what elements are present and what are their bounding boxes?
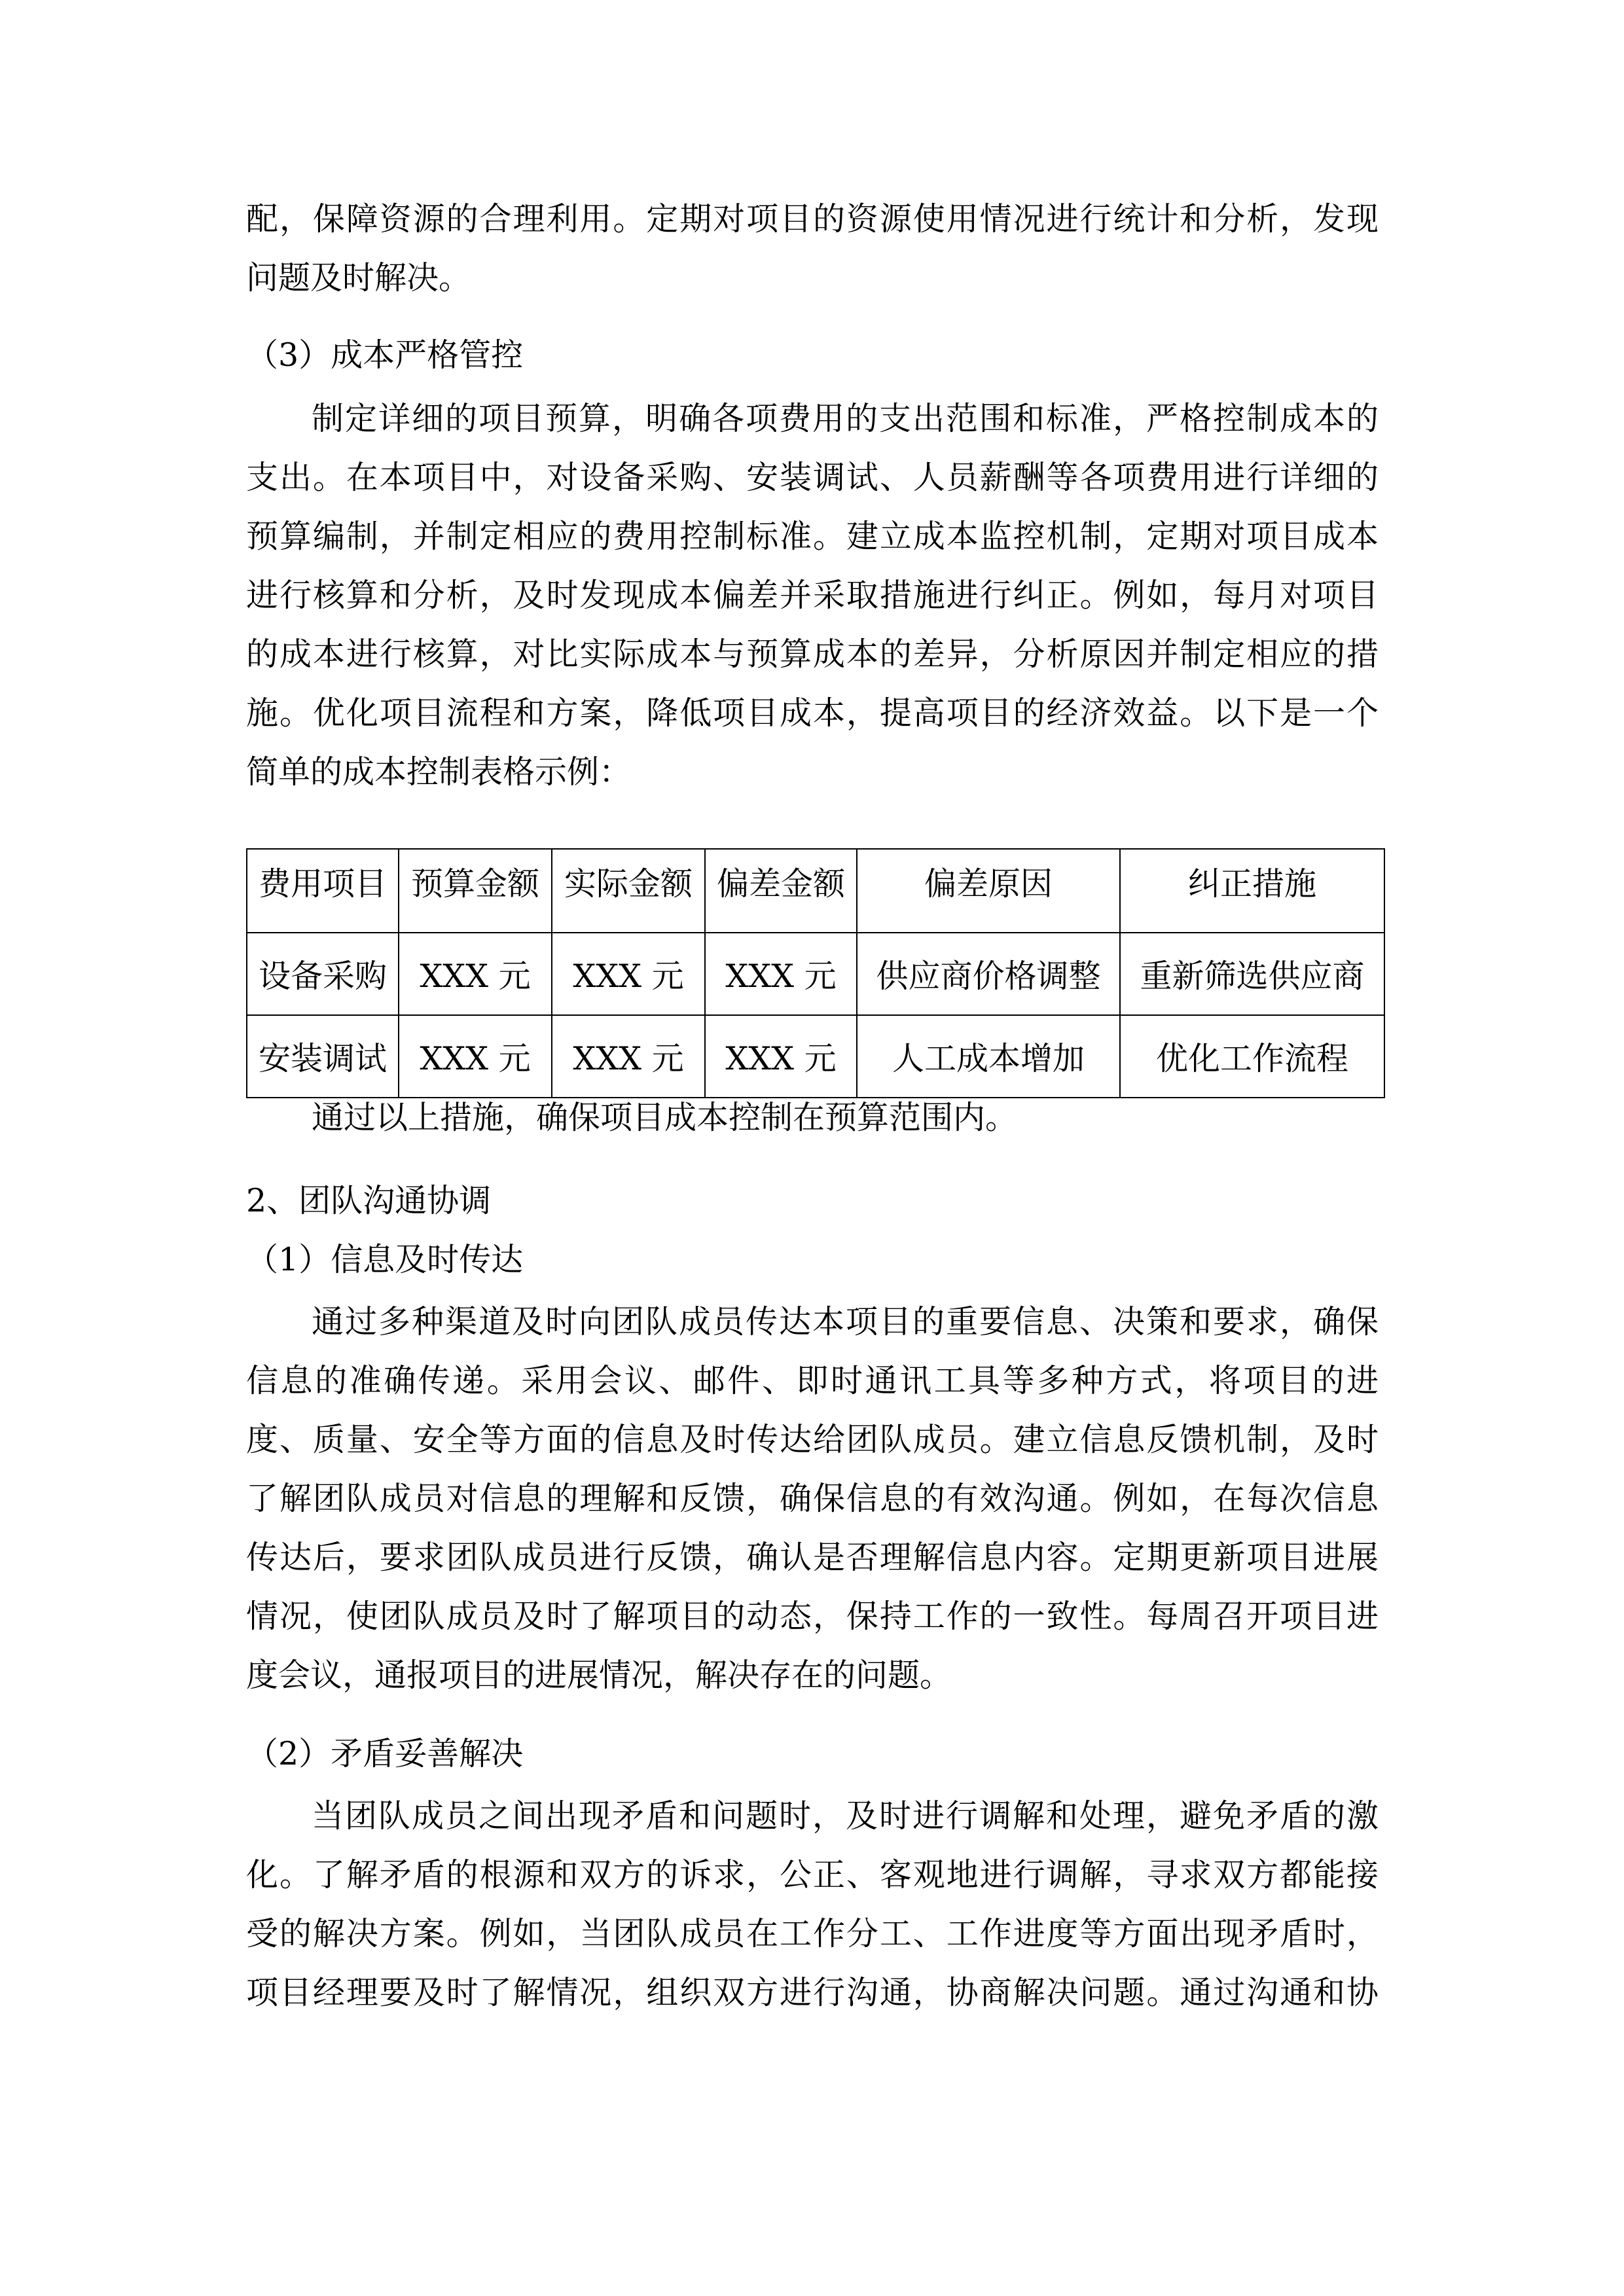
table-cell: 安装调试 — [247, 1015, 399, 1098]
table-header-cell: 偏差原因 — [857, 849, 1120, 933]
paragraph-line: 通过多种渠道及时向团队成员传达本项目的重要信息、决策和要求，确保 — [312, 1303, 1379, 1340]
paragraph-line: 的成本进行核算，对比实际成本与预算成本的差异，分析原因并制定相应的措 — [246, 636, 1379, 673]
paragraph-line: 传达后，要求团队成员进行反馈，确认是否理解信息内容。定期更新项目进展 — [246, 1539, 1379, 1576]
paragraph-line: 度、质量、安全等方面的信息及时传达给团队成员。建立信息反馈机制，及时 — [246, 1421, 1379, 1458]
paragraph-line: 配，保障资源的合理利用。定期对项目的资源使用情况进行统计和分析，发现 — [246, 200, 1379, 238]
table-cell: 优化工作流程 — [1120, 1015, 1384, 1098]
table-cell: 设备采购 — [247, 933, 399, 1015]
section-heading: （1）信息及时传达 — [246, 1241, 524, 1278]
paragraph-line: 预算编制，并制定相应的费用控制标准。建立成本监控机制，定期对项目成本 — [246, 518, 1379, 555]
paragraph-line: 度会议，通报项目的进展情况，解决存在的问题。 — [246, 1657, 952, 1694]
paragraph-line: 通过以上措施，确保项目成本控制在预算范围内。 — [312, 1099, 1018, 1136]
table-cell: XXX 元 — [399, 933, 552, 1015]
cost-control-table — [246, 848, 1385, 1098]
paragraph-line: 施。优化项目流程和方案，降低项目成本，提高项目的经济效益。以下是一个 — [246, 694, 1379, 732]
paragraph-line: 问题及时解决。 — [246, 259, 471, 296]
paragraph-line: 支出。在本项目中，对设备采购、安装调试、人员薪酬等各项费用进行详细的 — [246, 459, 1379, 496]
paragraph-line: 受的解决方案。例如，当团队成员在工作分工、工作进度等方面出现矛盾时， — [246, 1915, 1379, 1952]
table-header-cell: 实际金额 — [552, 849, 705, 933]
table-cell: 人工成本增加 — [857, 1015, 1120, 1098]
table-cell: XXX 元 — [705, 1015, 857, 1098]
table-row — [247, 933, 1384, 1015]
paragraph-line: 简单的成本控制表格示例： — [246, 753, 632, 791]
table-cell: XXX 元 — [399, 1015, 552, 1098]
paragraph-line: 信息的准确传递。采用会议、邮件、即时通讯工具等多种方式，将项目的进 — [246, 1362, 1379, 1399]
paragraph-line: 了解团队成员对信息的理解和反馈，确保信息的有效沟通。例如，在每次信息 — [246, 1480, 1379, 1517]
table-row — [247, 1015, 1384, 1098]
paragraph-line: 化。了解矛盾的根源和双方的诉求，公正、客观地进行调解，寻求双方都能接 — [246, 1856, 1379, 1893]
table-cell: XXX 元 — [705, 933, 857, 1015]
table-cell: XXX 元 — [552, 933, 705, 1015]
table-cell: 重新筛选供应商 — [1120, 933, 1384, 1015]
table-header-cell: 预算金额 — [399, 849, 552, 933]
paragraph-line: 进行核算和分析，及时发现成本偏差并采取措施进行纠正。例如，每月对项目 — [246, 577, 1379, 614]
paragraph-line: 项目经理要及时了解情况，组织双方进行沟通，协商解决问题。通过沟通和协 — [246, 1974, 1379, 2011]
table-cell: 供应商价格调整 — [857, 933, 1120, 1015]
section-heading: （3）成本严格管控 — [246, 336, 524, 374]
table-cell: XXX 元 — [552, 1015, 705, 1098]
section-heading: （2）矛盾妥善解决 — [246, 1735, 524, 1772]
section-heading: 2、团队沟通协调 — [246, 1182, 492, 1219]
table-header-cell: 纠正措施 — [1120, 849, 1384, 933]
table-header-cell: 费用项目 — [247, 849, 399, 933]
paragraph-line: 情况，使团队成员及时了解项目的动态，保持工作的一致性。每周召开项目进 — [246, 1598, 1379, 1635]
table-header-cell: 偏差金额 — [705, 849, 857, 933]
paragraph-line: 制定详细的项目预算，明确各项费用的支出范围和标准，严格控制成本的 — [312, 400, 1379, 437]
paragraph-line: 当团队成员之间出现矛盾和问题时，及时进行调解和处理，避免矛盾的激 — [312, 1797, 1379, 1835]
table-header-row — [247, 849, 1384, 933]
